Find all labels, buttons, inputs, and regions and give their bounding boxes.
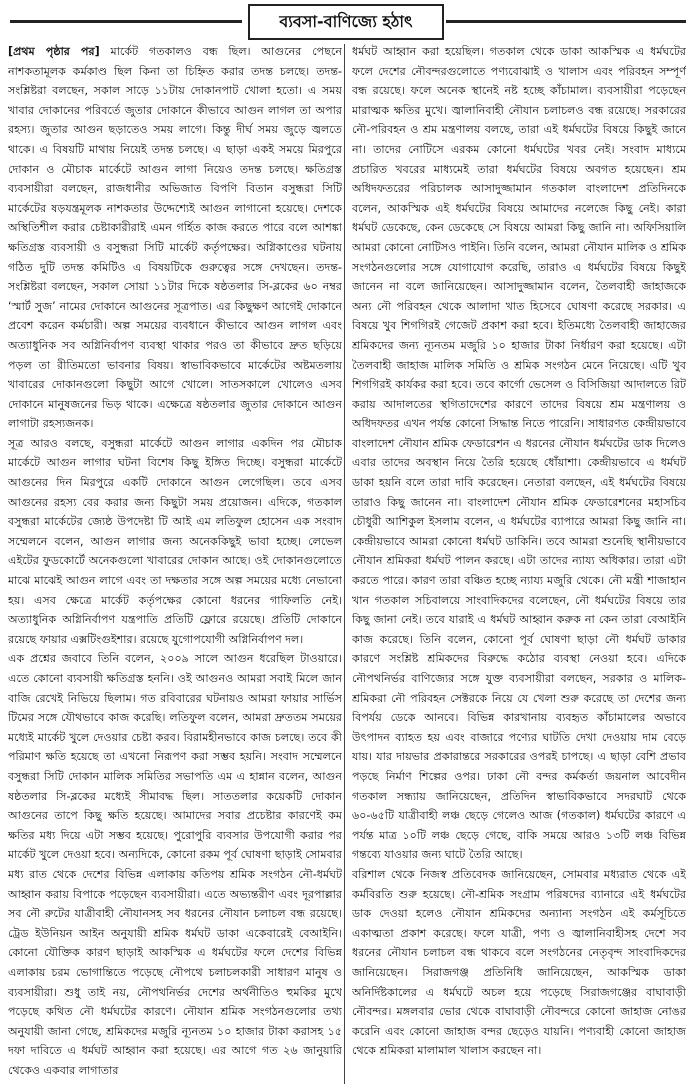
section-header (0, 0, 696, 42)
header-rule-right (446, 20, 686, 23)
article-paragraph: ধর্মঘট আহ্বান করা হয়েছিল। গতকাল থেকে ডাকা আকস্মিক এ ধর্মঘটের ফলে দেশের নৌবন্দরগুলোতে পণ্যবোঝাই ও খালাস এবং পরিবহন সম্পূর্ণ বন্ধ রয়েছে। ফলে অনেক স্থানেই নষ্ট হচ্ছে কাঁচামাল। ব্যবসায়ীরা পড়েছেন মারাত্মক ক্ষতির মুখে। জ্বালানিবাহী নৌযান চলাচলও বন্ধ রয়েছে। সরকারের নৌ-পরিবহন ও শ্রম মন্ত্রণালয় বলছে, তারা এই ধর্মঘটের বিষয়ে কিছুই জানে না। তাদের নোটিসে এরকম কোনো ধর্মঘটের খবর নেই। সংবাদ মাধ্যমে প্রচারিত খবরের মাধ্যমেই তারা ধর্মঘটের বিষয়ে অবগত হয়েছেন। শ্রম অধিদফতরের পরিচালক আসাদুজ্জামান গতকাল বাংলাদেশ প্রতিদিনকে বলেন, আকস্মিক এই ধর্মঘটের বিষয়ে আমাদের নলেজে কিছু নেই। কারা ধর্মঘট ডেকেছে, কেন ডেকেছে সে বিষয়ে আমরা কিছু জানি না। অফিসিয়ালি আমরা কোনো নোটিসও পাইনি। তিনি বলেন, আমরা নৌযান মালিক ও শ্রমিক সংগঠনগুলোর সঙ্গে যোগাযোগ করেছি, তারাও এ ধর্মঘটের বিষয়ে কিছুই জানেন না বলে জানিয়েছেন। আসাদুজ্জামান বলেন, তৈলবাহী জাহাজকে অন্য নৌ পরিবহন থেকে আলাদা খাত হিসেবে ঘোষণা করেছে সরকার। এ বিষয়ে খুব শিগগিরই গেজেট প্রকাশ করা হবে। ইতিমধ্যে তৈলবাহী জাহাজের শ্রমিকদের জন্য ন্যূনতম মজুরি ১০ হাজার টাকা নির্ধারণ করা হয়েছে। এটা তৈলবাহী জাহাজ মালিক সমিতি ও শ্রমিক সংগঠন মেনে নিয়েছে। এটি খুব শিগগিরই কার্যকর করা হবে। তবে কার্গো ভেসেল ও বিসিজিয়া আদালতে রিট করায় আদালতের স্থগিতাদেশের কারণে তাদের বিষয়ে শ্রম মন্ত্রণালয় ও অধিদফতর এখন পর্যন্ত কোনো সিদ্ধান্ত নিতে পারেনি। সাধারণত কেন্দ্রীয়ভাবে বাংলাদেশ নৌযান শ্রমিক ফেডারেশন এ ধরনের নৌযান ধর্মঘটের ডাক দিলেও এবার তাদের অবস্থান নিয়ে তৈরি হয়েছে ধোঁয়াশা। কেন্দ্রীয়ভাবে এ ধর্মঘট ডাকা হয়নি বলে তারা দাবি করেছেন। নেতারা বলছেন, এই ধর্মঘটের বিষয়ে তারাও কিছু জানেন না। বাংলাদেশ নৌযান শ্রমিক ফেডারেশনের মহাসচিব চৌধুরী আশিকুল ইসলাম বলেন, এ ধর্মঘটের ব্যাপারে আমরা কিছু জানি না। কেন্দ্রীয়ভাবে আমরা কোনো ধর্মঘট ডাকিনি। তবে আমরা শুনেছি স্থানীয়ভাবে নৌযান শ্রমিকরা ধর্মঘট পালন করছে। এটা তাদের ন্যায্য অধিকার। তারা এটা করতে পারে। কারণ তারা বঞ্চিত হচ্ছে ন্যায্য মজুরি থেকে। নৌ মন্ত্রী শাজাহান খান গতকাল সচিবালয়ে সাংবাদিকদের বলেছেন, নৌ ধর্মঘটের বিষয়ে তার কিছু জানা নেই। তবে যারাই এ ধর্মঘট আহ্বান করুক না কেন তারা বেআইনি কাজ করেছে। তিনি বলেন, কোনো পূর্ব ঘোষণা ছাড়া নৌ ধর্মঘট ডাকার কারণে সংশ্লিষ্ট শ্রমিকদের বিরুদ্ধে কঠোর ব্যবস্থা নেওয়া হবে। এদিকে নৌপথনির্ভর বাণিজ্যের সঙ্গে যুক্ত ব্যবসায়ীরা বলছেন, সরকার ও মালিক- শ্রমিকরা নৌ পরিবহন সেক্টরকে নিয়ে যে খেলা শুরু করেছে তা দেশের জন্য বিপর্যয় ডেকে আনবে। বিভিন্ন কারখানায় ব্যবহৃত কাঁচামালের অভাবে উৎপাদন ব্যাহত হয় এবং বাজারে পণ্যের ঘাটতি দেখা দেওয়ায় দাম বেড়ে যায়। যার দায়ভার প্রকারান্তরে সরকারের ওপরই চাপছে। এ ছাড়া বেশি প্রভাব পড়ছে নির্মাণ শিল্পের ওপর। ঢাকা নৌ বন্দর কর্মকর্তা জয়নাল আবেদীন গতকাল সন্ধ্যায় জানিয়েছেন, প্রতিদিন স্বাভাবিকভাবে সদরঘাট থেকে ৬০-৬৫টি যাত্রীবাহী লঞ্চ ছেড়ে গেলেও আজ (গতকাল) ধর্মঘটের কারণে এ পর্যন্ত মাত্র ১০টি লঞ্চ ছেড়ে গেছে, বাকি সময়ে আরও ১৩টি লঞ্চ বিভিন্ন গন্তব্যে যাওয়ার জন্য ঘাটে তৈরি আছে। (352, 45, 686, 862)
article-column-left (8, 42, 342, 1084)
column-divider (344, 44, 345, 1084)
header-rule-left (10, 20, 242, 23)
article-paragraph (8, 42, 342, 434)
article-paragraph: সূত্র আরও বলছে, বসুন্ধরা মার্কেটে আগুন লাগার একদিন পর মৌচাক মার্কেটে আগুন লাগার ঘটনা বিশেষ কিছু ইঙ্গিত দিচ্ছে। বসুন্ধরা মার্কেটে আগুনের দিন মিরপুরে একটি দোকানে আগুন লেগেছিল। তবে এসব আগুনের রহস্য বের করার জন্য কিছুটা সময় প্রয়োজন। এদিকে, গতকাল বসুন্ধরা মার্কেটের জ্যেষ্ঠ উপদেষ্টা টি আই এম লতিফুল হোসেন এক সংবাদ সম্মেলনে বলেন, আগুন লাগার জন্য অনেককিছুই ভাবা হচ্ছে। লেভেল এইটের ফুডকোর্টে অনেকগুলো খাবারের দোকান আছে। ওই দোকানগুলোতে মাঝে মাঝেই আগুন লাগে এবং তা দক্ষতার সঙ্গে অল্প সময়ের মধ্যে নেভানো হয়। এসব ক্ষেত্রে মার্কেট কর্তৃপক্ষের কোনো ধরনের গাফিলতি নেই। অত্যাধুনিক অগ্নিনির্বাপণ যন্ত্রপাতি প্রতিটি ফ্লোরে রয়েছে। প্রতিটি দোকানে রয়েছে ফায়ার এক্সটিংগুইশার। রয়েছে যুগোপযোগী অগ্নিনির্বাপণ দল। (8, 436, 342, 646)
article-paragraph: এক প্রশ্নের জবাবে তিনি বলেন, ২০০৯ সালে আগুন ধরেছিল টাওয়ারে। এতে কোনো ব্যবসায়ী ক্ষতিগ্রস্ত হননি। ওই আগুনও আমরা সবাই মিলে জান বাজি রেখেই নিভিয়ে ছিলাম। গত রবিবারের ঘটনায়ও আমরা ফায়ার সার্ভিস টিমের সঙ্গে যৌথভাবে কাজ করেছি। লতিফুল বলেন, আমরা দ্রুততম সময়ের মধ্যেই মার্কেট খুলে দেওয়ার চেষ্টা করব। বিরামহীনভাবে কাজ চলছে। তবে কী পরিমাণ ক্ষতি হয়েছে তা এখনো নিরূপণ করা সম্ভব হয়নি। সংবাদ সম্মেলনে বসুন্ধরা সিটি দোকান মালিক সমিতির সভাপতি এম এ হান্নান বলেন, আগুন ষষ্ঠতলার সি-ব্লকের মধ্যেই সীমাবদ্ধ ছিল। সাততলার কয়েকটি দোকান আগুনের তাপে কিছু ক্ষতি হয়েছে। আমাদের সবার প্রচেষ্টার কারণেই কম ক্ষতির মধ্য দিয়ে এটা সম্ভব হয়েছে। পুরোপুরি ব্যবসার উপযোগী করার পর মার্কেট খুলে দেওয়া হবে। অন্যদিকে, কোনো রকম পূর্ব ঘোষণা ছাড়াই সোমবার মধ্য রাত থেকে দেশের বিভিন্ন এলাকায় কতিপয় শ্রমিক সংগঠন নৌ-ধর্মঘট আহ্বান করায় বিপাকে পড়েছেন ব্যবসায়ীরা। এতে অভ্যন্তরীণ এবং দূরপাল্লার সব নৌ রুটের যাত্রীবাহী নৌযানসহ সব ধরনের নৌযান চলাচল বন্ধ রয়েছে। ট্রেড ইউনিয়ন আইন অনুযায়ী শ্রমিক ধর্মঘট ডাকা একেবারেই বেআইনি। কোনো যৌক্তিক কারণ ছাড়াই আকস্মিক এ ধর্মঘটের ফলে দেশের বিভিন্ন এলাকায় চরম ভোগান্তিতে পড়েছে নৌপথে চলাচলকারী সাধারণ মানুষ ও ব্যবসায়ীরা। শুধু তাই নয়, নৌপথনির্ভর দেশের অর্থনীতিও হুমকির মুখে পড়েছে কথিত নৌ ধর্মঘটের কারণে। নৌযান শ্রমিক সংগঠনগুলোর তথ্য অনুযায়ী জানা গেছে, শ্রমিকদের মজুরি ন্যূনতম ১০ হাজার টাকা করাসহ ১৫ দফা দাবিতে এ ধর্মঘট আহ্বান করা হয়েছে। এর আগে গত ২৬ জানুয়ারি থেকেও একবার লাগাতার (8, 652, 342, 1077)
continued-from-marker: [প্রথম পৃষ্ঠার পর] (8, 45, 100, 58)
article-column-right (352, 42, 686, 1084)
section-title: ব্যবসা-বাণিজ্যে হঠাৎ (248, 4, 444, 40)
article-paragraph: বরিশাল থেকে নিজস্ব প্রতিবেদক জানিয়েছেন, সোমবার মধ্যরাত থেকে এই কর্মবিরতি শুরু হয়েছে। নৌ-শ্রমিক সংগ্রাম পরিষদের ব্যানারে এই ধর্মঘটের ডাক দেওয়া হলেও নৌযান শ্রমিকদের অন্যান্য সংগঠন এই কর্মসূচিতে একাত্মতা প্রকাশ করেছে। ফলে যাত্রী, পণ্য ও জ্বালানিবাহীসহ দেশে সব ধরনের নৌযান চলাচল বন্ধ থাকবে বলে সংগঠনের নেতৃবৃন্দ সাংবাদিকদের জানিয়েছেন। সিরাজগঞ্জ প্রতিনিধি জানিয়েছেন, আকস্মিক ডাকা অনির্দিষ্টকালের এ ধর্মঘটে অচল হয়ে পড়েছে সিরাজগঞ্জের বাঘাবাড়ী নৌবন্দর। মঙ্গলবার ভোর থেকে বাঘাবাড়ী নৌবন্দরে কোনো জাহাজ নোঙর করেনি এবং কোনো জাহাজ বন্দর ছেড়েও যায়নি। পণ্যবাহী কোনো জাহাজ থেকে শ্রমিকরা মালামাল খালাস করছেন না। (352, 867, 686, 1058)
paragraph-text: মার্কেট গতকালও বন্ধ ছিল। আগুনের পেছনে নাশকতামূলক কর্মকাণ্ড ছিল কিনা তা চিহ্নিত করার তদন্ত চলছে। তদন্ত-সংশ্লিষ্টরা বলছেন, সকাল সাড়ে ১১টায় দোকানপাট খোলা হতো। এ সময় খাবার দোকানের পরিবর্তে জুতার দোকানে কীভাবে আগুন লাগল তা অপার রহস্য। জুতার আগুন ছড়াতেও সময় লাগে। কিন্তু দীর্ঘ সময় জুড়ে জ্বলতে থাকে। এ বিষয়টি মাথায় নিয়েই তদন্ত চলছে। এ ছাড়া একই সময়ে মিরপুরে দোকান ও মৌচাক মার্কেটে আগুন লাগা নিয়েও তদন্ত চলছে। ক্ষতিগ্রস্ত ব্যবসায়ীরা বলছেন, রাজধানীর অভিজাত বিপণি বিতান বসুন্ধরা সিটি মার্কেটের ষড়যন্ত্রমূলক নাশকতার উদ্দেশ্যেই আগুন লাগানো হয়েছে। দেশকে অস্থিতিশীল করার চেষ্টাকারীরাই এমন গর্হিত কাজ করতে পারে বলে আশঙ্কা ক্ষতিগ্রস্ত ব্যবসায়ী ও বসুন্ধরা সিটি মার্কেট কর্তৃপক্ষের। অগ্নিকাণ্ডের ঘটনায় গঠিত দুটি তদন্ত কমিটিও এ বিষয়টিকে গুরুত্বের সঙ্গে দেখছেন। তদন্ত-সংশ্লিষ্টরা বলছেন, সকাল সোয়া ১১টার দিকে ষষ্ঠতলার সি-ব্লকের ৬০ নম্বর ‘স্মার্ট সুজ’ নামের দোকানে আগুনের সূত্রপাত। এর কিছুক্ষণ আগেই দোকানে প্রবেশ করেন কর্মচারী। অল্প সময়ের ব্যবধানে কীভাবে আগুন লাগল এবং অত্যাধুনিক সব অগ্নিনির্বাপণ ব্যবস্থা থাকার পরও তা কীভাবে দ্রুত ছড়িয়ে পড়ল তা রীতিমতো ভাবনার বিষয়। স্বাভাবিকভাবে মার্কেটের অষ্টমতলায় খাবারের দোকানগুলো কিছুটা আগে খোলে। সাতসকালে খোলেও এসব দোকানে মানুষজনের ভিড় থাকে। এক্ষেত্রে ষষ্ঠতলার জুতার দোকানে আগুন লাগাটা রহস্যজনক। (8, 45, 342, 431)
